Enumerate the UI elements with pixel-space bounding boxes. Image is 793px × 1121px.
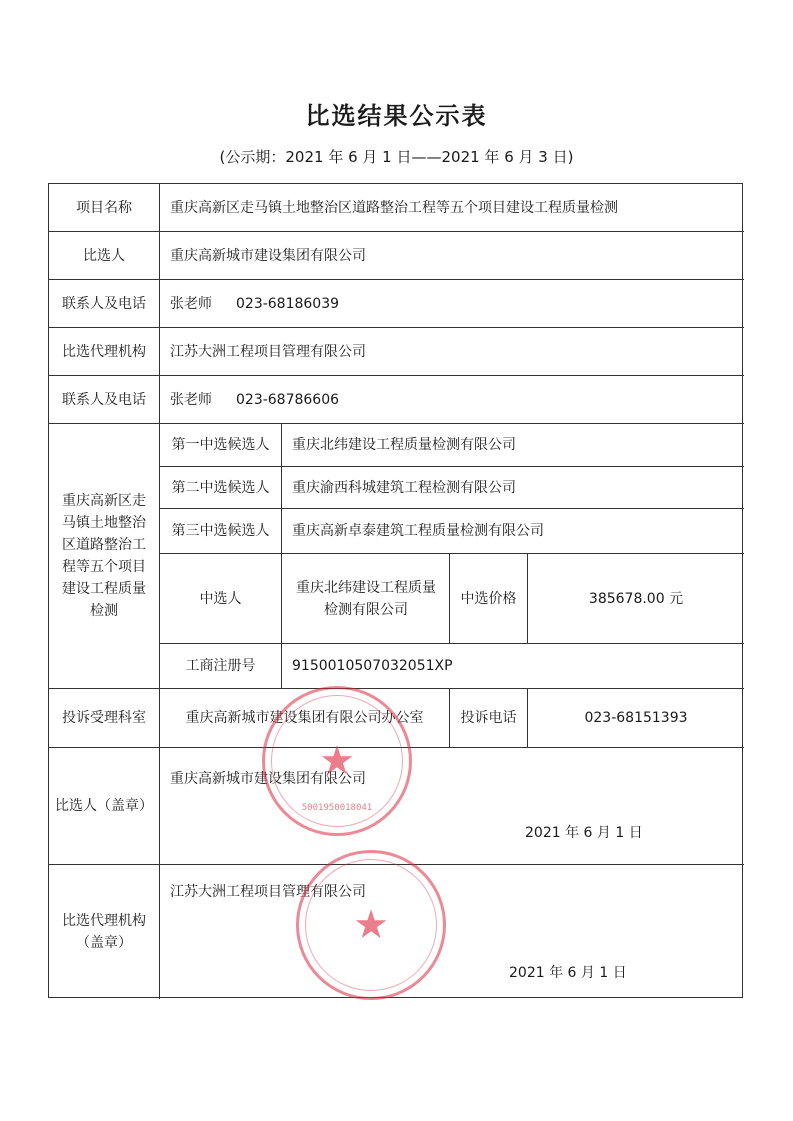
candidates-project-label: 重庆高新区走马镇土地整治区道路整治工程等五个项目建设工程质量检测 xyxy=(62,493,146,619)
agency-contact-value xyxy=(160,376,744,423)
project-name-value: 重庆高新区走马镇土地整治区道路整治工程等五个项目建设工程质量检测 xyxy=(170,199,618,216)
publicity-period: (公示期：2021 年 6 月 1 日——2021 年 6 月 3 日) xyxy=(219,148,574,166)
project-name-label: 项目名称 xyxy=(76,199,132,216)
complaint-phone-label: 投诉电话 xyxy=(460,710,517,726)
selector-contact-value xyxy=(160,280,744,327)
selector-contact-phone: 023-68186039 xyxy=(236,295,340,312)
agency-contact-phone: 023-68786606 xyxy=(236,391,340,408)
agency-seal-org: 江苏大洲工程项目管理有限公司 xyxy=(170,884,366,900)
third-candidate-label: 第三中选候选人 xyxy=(171,523,270,539)
registration-label: 工商注册号 xyxy=(185,658,256,674)
page-title: 比选结果公示表 xyxy=(305,102,488,130)
selector-seal-date: 2021 年 6 月 1 日 xyxy=(525,825,643,841)
winner-price-label: 中选价格 xyxy=(460,590,517,607)
agency-contact-name: 张老师 xyxy=(170,391,212,408)
selector-contact-name: 张老师 xyxy=(170,295,212,312)
selector-seal-org: 重庆高新城市建设集团有限公司 xyxy=(170,771,366,787)
complaint-label: 投诉受理科室 xyxy=(62,710,146,726)
complaint-phone: 023-68151393 xyxy=(584,710,688,726)
second-candidate-value: 重庆渝西科城建筑工程检测有限公司 xyxy=(292,479,516,496)
stamp-star-icon: ★ xyxy=(319,738,355,784)
stamp-star-icon: ★ xyxy=(353,902,389,948)
second-candidate-label: 第二中选候选人 xyxy=(171,479,270,496)
agency-contact-label: 联系人及电话 xyxy=(62,391,146,408)
winner-value: 重庆北纬建设工程质量检测有限公司 xyxy=(296,579,436,618)
agency-seal-label-line2: （盖章） xyxy=(76,935,132,951)
selector-contact-label: 联系人及电话 xyxy=(62,295,146,312)
stamp-code: 5001950018041 xyxy=(301,803,373,813)
agency-label: 比选代理机构 xyxy=(62,343,146,360)
result-table xyxy=(48,183,743,998)
selector-label: 比选人 xyxy=(83,247,125,264)
selector-seal-label: 比选人（盖章） xyxy=(55,798,153,814)
first-candidate-label: 第一中选候选人 xyxy=(171,437,270,453)
agency-seal-label-line1: 比选代理机构 xyxy=(62,913,146,929)
selector-value: 重庆高新城市建设集团有限公司 xyxy=(170,247,366,264)
first-candidate-value: 重庆北纬建设工程质量检测有限公司 xyxy=(292,437,516,453)
complaint-office: 重庆高新城市建设集团有限公司办公室 xyxy=(185,710,424,726)
registration-value: 9150010507032051XP xyxy=(292,658,453,674)
third-candidate-value: 重庆高新卓泰建筑工程质量检测有限公司 xyxy=(292,523,544,539)
agency-value: 江苏大洲工程项目管理有限公司 xyxy=(170,343,366,360)
winner-label: 中选人 xyxy=(199,590,242,607)
agency-seal-label xyxy=(49,865,159,999)
winner-price-value: 385678.00 元 xyxy=(588,590,684,607)
agency-seal-date: 2021 年 6 月 1 日 xyxy=(509,965,627,981)
